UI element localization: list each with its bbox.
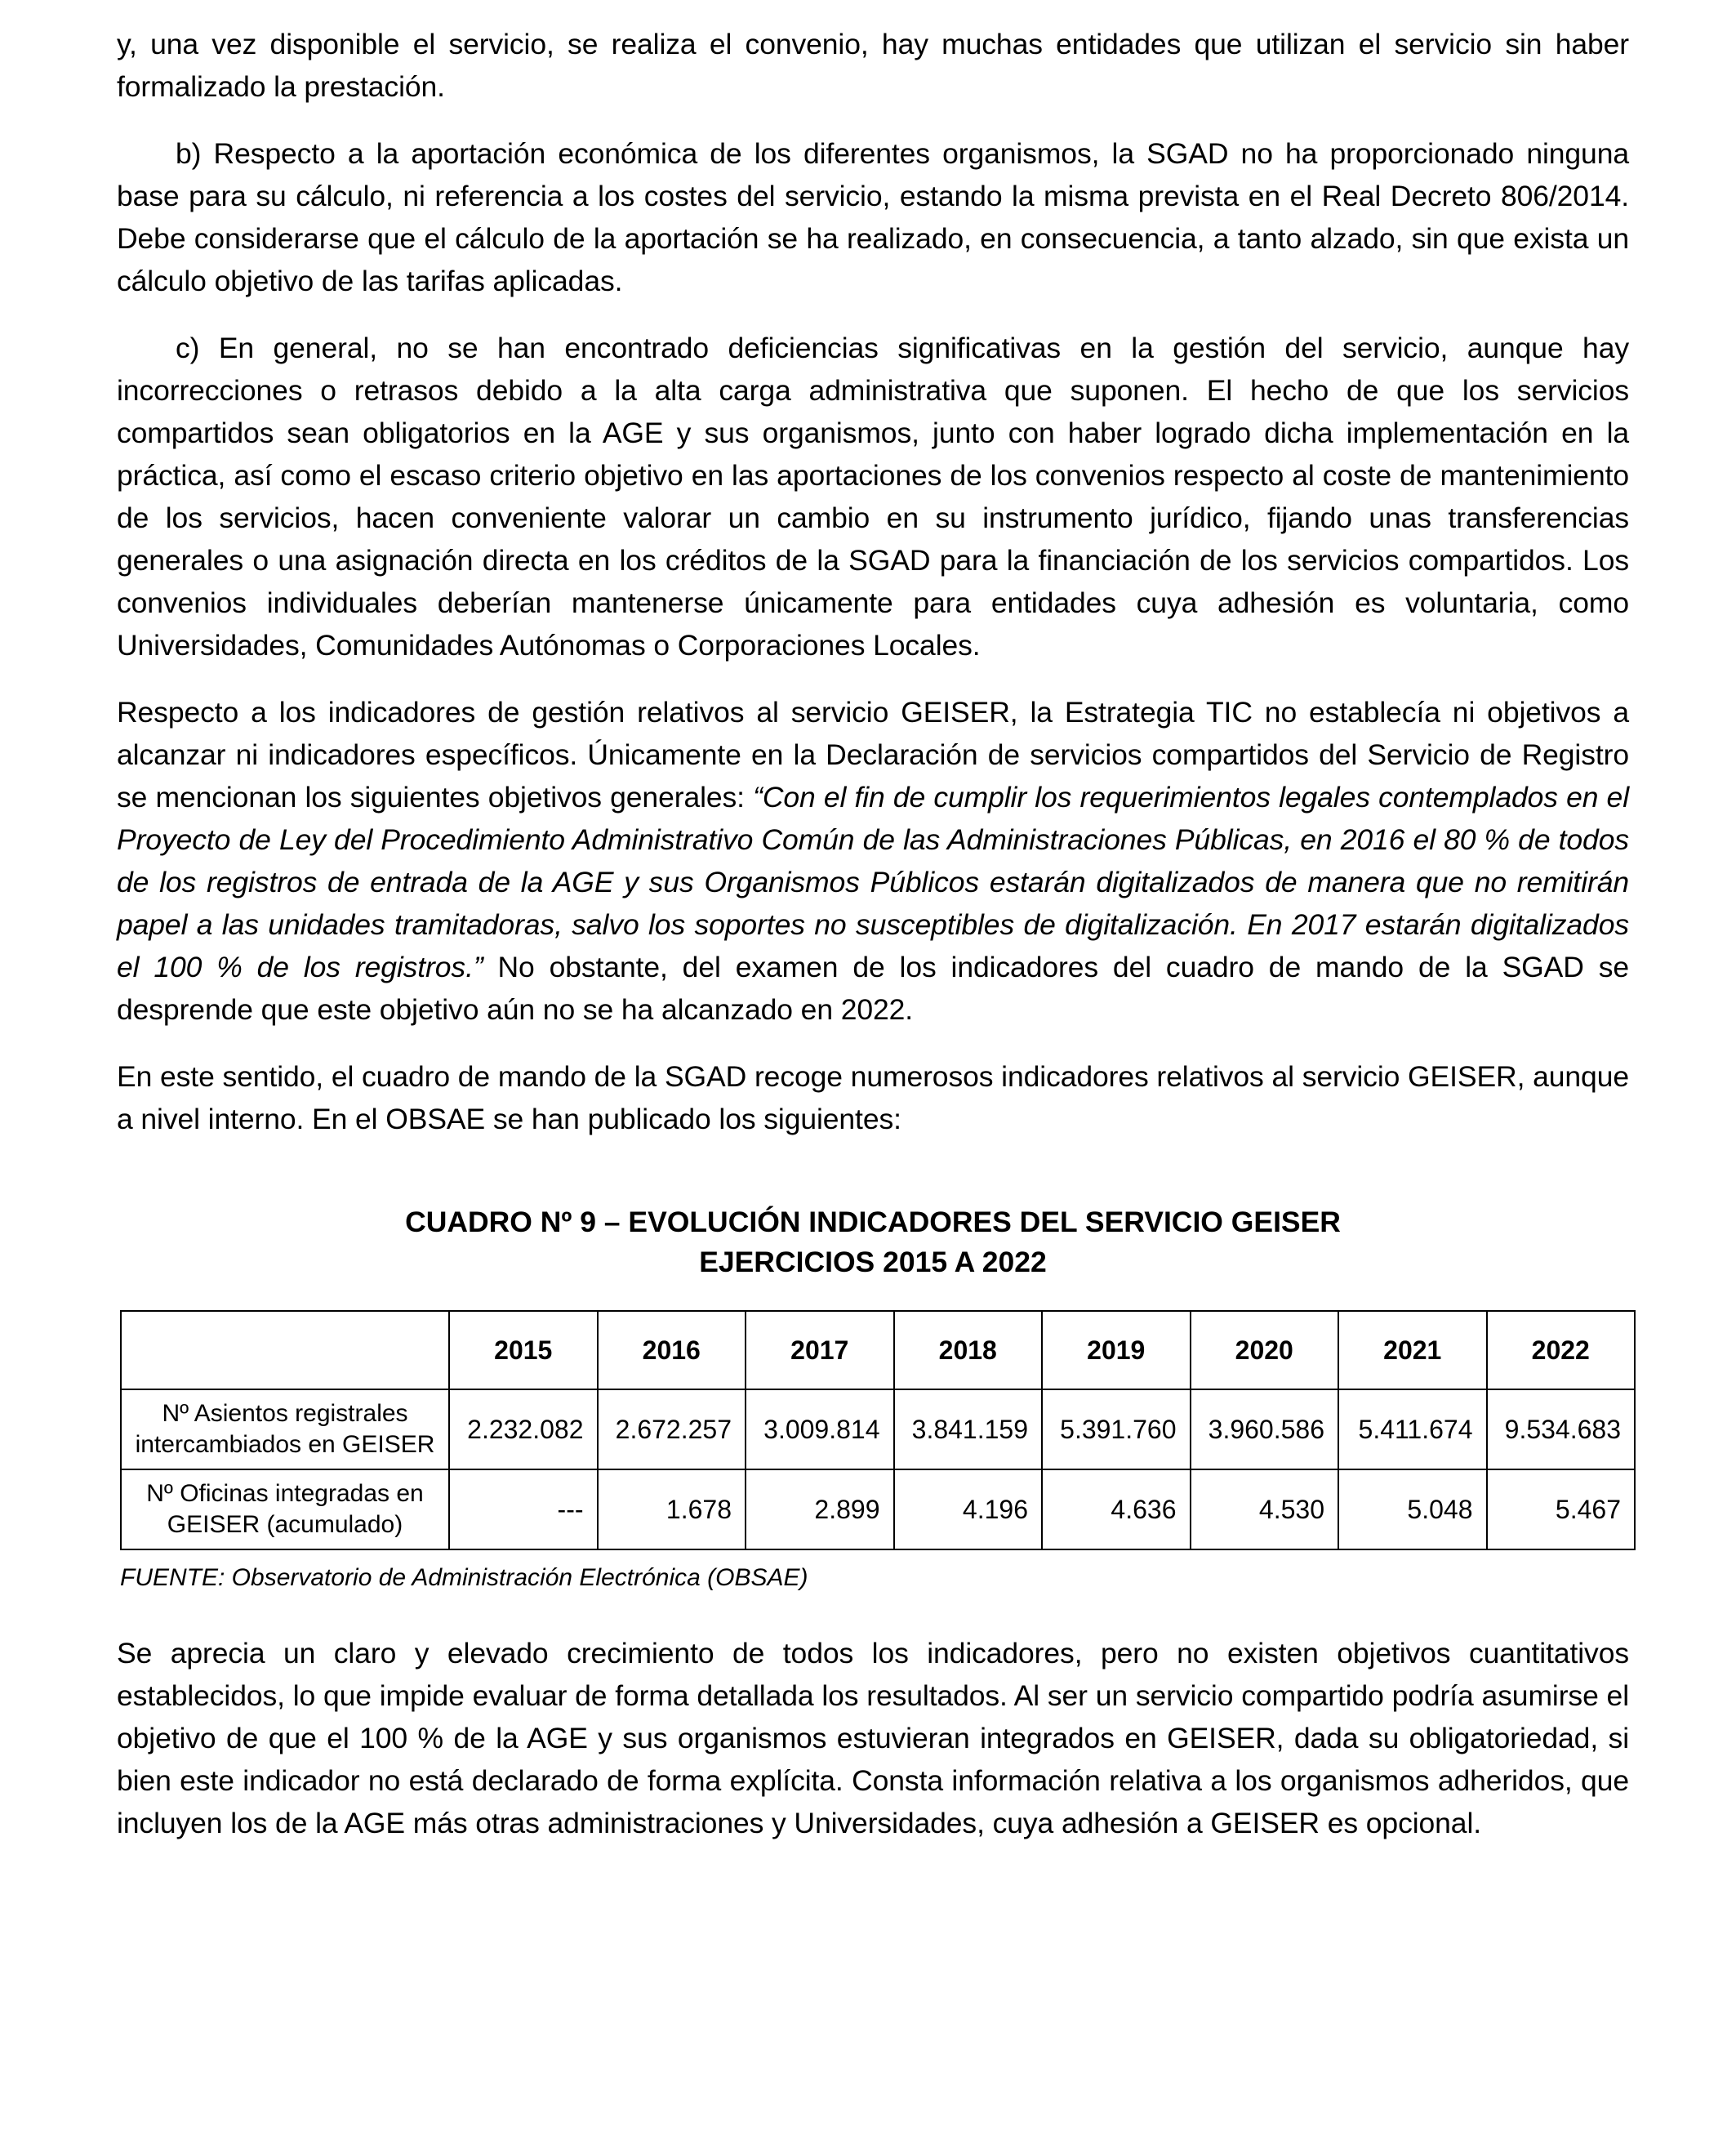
col-header-2017: 2017 bbox=[746, 1311, 894, 1389]
cell-oficinas-2021: 5.048 bbox=[1338, 1469, 1487, 1549]
table-title-line-2: EJERCICIOS 2015 A 2022 bbox=[699, 1246, 1047, 1278]
row-label-oficinas: Nº Oficinas integradas en GEISER (acumulado) bbox=[121, 1469, 449, 1549]
cell-asientos-2016: 2.672.257 bbox=[598, 1389, 746, 1469]
spacer-before-table-title bbox=[117, 1165, 1629, 1199]
paragraph-closing: Se aprecia un claro y elevado crecimiento de todos los indicadores, pero no existen objetivos cuantitativos establecidos, lo que impide evaluar de forma detallada los resultados. Al ser un servicio compartido podría asumirse el objetivo de que el 100 % de la AGE y sus organismos estuvieran integrados en GEISER, dada su obligatoriedad, si bien este indicador no está declarado de forma explícita. Consta información relativa a los organismos adheridos, que incluyen los de la AGE más otras administraciones y Universidades, cuya adhesión a GEISER es opcional. bbox=[117, 1637, 1629, 1839]
table-header bbox=[121, 1311, 1635, 1389]
cell-oficinas-2020: 4.530 bbox=[1191, 1469, 1339, 1549]
cell-asientos-2017: 3.009.814 bbox=[746, 1389, 894, 1469]
cell-oficinas-2017: 2.899 bbox=[746, 1469, 894, 1549]
cell-asientos-2018: 3.841.159 bbox=[894, 1389, 1043, 1469]
cell-oficinas-2016: 1.678 bbox=[598, 1469, 746, 1549]
paragraph-indicadores bbox=[117, 691, 1629, 1031]
cell-oficinas-2015: --- bbox=[449, 1469, 598, 1549]
col-header-2021: 2021 bbox=[1338, 1311, 1487, 1389]
col-header-2019: 2019 bbox=[1042, 1311, 1191, 1389]
cell-oficinas-2018: 4.196 bbox=[894, 1469, 1043, 1549]
cell-asientos-2021: 5.411.674 bbox=[1338, 1389, 1487, 1469]
cell-oficinas-2022: 5.467 bbox=[1487, 1469, 1636, 1549]
col-header-2016: 2016 bbox=[598, 1311, 746, 1389]
col-header-2022: 2022 bbox=[1487, 1311, 1636, 1389]
table-row bbox=[121, 1469, 1635, 1549]
indicadores-tail: No obstante, del examen de los indicadores del cuadro de mando de la SGAD se desprende que este objetivo aún no se ha alcanzado en 2022. bbox=[117, 951, 1630, 1026]
paragraph-b: b) Respecto a la aportación económica de los diferentes organismos, la SGAD no ha proporcionado ninguna base para su cálculo, ni referencia a los costes del servicio, estando la misma prevista en el Real Decreto 806/2014. Debe considerarse que el cálculo de la aportación se ha realizado, en consecuencia, a tanto alzado, sin que exista un cálculo objetivo de las tarifas aplicadas. bbox=[117, 137, 1629, 297]
table-body bbox=[121, 1389, 1635, 1549]
indicadores-lead: Respecto a los indicadores de gestión relativos al servicio GEISER, la Estrategia TIC no establecía ni objetivos a alcanzar ni indicadores específicos. Únicamente en la Declaración de servicios compartidos del Servicio de Registro se mencionan los siguientes objetivos generales: bbox=[117, 696, 1629, 814]
col-header-2015: 2015 bbox=[449, 1311, 598, 1389]
cell-asientos-2020: 3.960.586 bbox=[1191, 1389, 1339, 1469]
col-header-2020: 2020 bbox=[1191, 1311, 1339, 1389]
table-title-block bbox=[117, 1202, 1629, 1282]
table-title-line-1: CUADRO Nº 9 – EVOLUCIÓN INDICADORES DEL SERVICIO GEISER bbox=[405, 1206, 1341, 1238]
indicadores-quote: “Con el fin de cumplir los requerimientos legales contemplados en el Proyecto de Ley del Procedimiento Administrativo Común de las Administraciones Públicas, en 2016 el 80 % de todos de los registros de entrada de la AGE y sus Organismos Públicos estarán digitalizados de manera que no remitirán papel a las unidades tramitadoras, salvo los soportes no susceptibles de digitalización. En 2017 estarán digitalizados el 100 % de los registros.” bbox=[117, 781, 1629, 983]
geiser-indicators-table bbox=[120, 1310, 1636, 1550]
cell-asientos-2019: 5.391.760 bbox=[1042, 1389, 1191, 1469]
row-label-asientos: Nº Asientos registrales intercambiados en GEISER bbox=[121, 1389, 449, 1469]
table-corner-cell bbox=[121, 1311, 449, 1389]
paragraph-intro: y, una vez disponible el servicio, se realiza el convenio, hay muchas entidades que utilizan el servicio sin haber formalizado la prestación. bbox=[117, 28, 1629, 103]
table-row bbox=[121, 1389, 1635, 1469]
table-source-note: FUENTE: Observatorio de Administración Electrónica (OBSAE) bbox=[120, 1564, 808, 1591]
table-header-row bbox=[121, 1311, 1635, 1389]
cell-asientos-2015: 2.232.082 bbox=[449, 1389, 598, 1469]
col-header-2018: 2018 bbox=[894, 1311, 1043, 1389]
paragraph-c: c) En general, no se han encontrado deficiencias significativas en la gestión del servicio, aunque hay incorrecciones o retrasos debido a la alta carga administrativa que suponen. El hecho de que los servicios compartidos sean obligatorios en la AGE y sus organismos, junto con haber logrado dicha implementación en la práctica, así como el escaso criterio objetivo en las aportaciones de los convenios respecto al coste de mantenimiento de los servicios, hacen conveniente valorar un cambio en su instrumento jurídico, fijando unas transferencias generales o una asignación directa en los créditos de la SGAD para la financiación de los servicios compartidos. Los convenios individuales deberían mantenerse únicamente para entidades cuya adhesión es voluntaria, como Universidades, Comunidades Autónomas o Corporaciones Locales. bbox=[117, 332, 1629, 662]
paragraph-obsae: En este sentido, el cuadro de mando de la SGAD recoge numerosos indicadores relativos al servicio GEISER, aunque a nivel interno. En el OBSAE se han publicado los siguientes: bbox=[117, 1060, 1629, 1135]
spacer-after-table bbox=[117, 1594, 1629, 1632]
cell-oficinas-2019: 4.636 bbox=[1042, 1469, 1191, 1549]
cell-asientos-2022: 9.534.683 bbox=[1487, 1389, 1636, 1469]
